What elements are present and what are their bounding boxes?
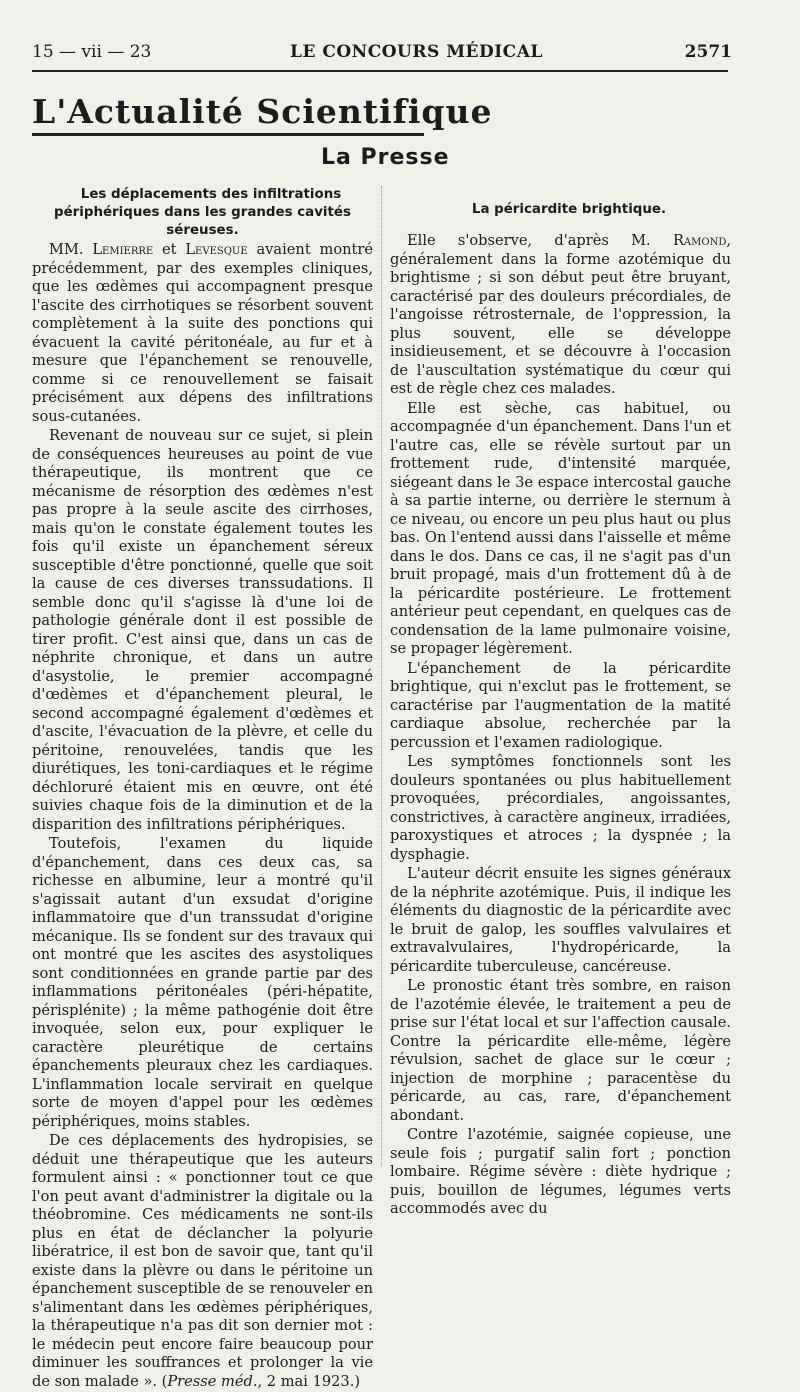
text-run: , généralement dans la forme azotémique du brightisme ; si son début peut être bruyant, caractérisé par des douleurs précordiales, de l'angoisse rétrosternale, de l'oppression, la plus souvent, elle se développe insidieusement, et se découvre à l'occasion de l'auscultation systématique du cœur qui est de règle chez ces malades. xyxy=(390,232,731,397)
paragraph: Revenant de nouveau sur ce sujet, si plein de conséquences heureuses au point de vue thérapeutique, ils montrent que ce mécanisme de résorption des œdèmes n'est pas propre à la seule ascite des cirrhoses, mais qu'on le constate également toutes les fois qu'il existe un épanchement séreux susceptible d'être ponctionné, quelle que soit la cause de ces diverses transsudations. Il semble donc qu'il s'agisse là d'une loi de pathologie générale dont il est possible de tirer profit. C'est ainsi que, dans un cas de néphrite chronique, et dans un autre d'asystolie, le premier accompagné d'œdèmes et d'épanchement pleural, le second accompagné également d'œdèmes et d'ascite, l'évacuation de la plèvre, et celle du péritoine, renouvelées, tandis que les diurétiques, les toni-cardiaques et le régime déchloruré étaient mis en œuvre, ont été suivies chaque fois de la diminution et de la disparition des infiltrations périphériques. xyxy=(32,427,373,833)
citation-date: , 2 mai 1923.) xyxy=(257,1372,361,1390)
paragraph: Le pronostic étant très sombre, en raison de l'azotémie élevée, le traitement a peu de prise sur l'état local et sur l'affection causale. Contre la péricardite elle-même, légère révulsion, sachet de glace sur le cœur ; injection de morphine ; paracentèse du péricarde, au cas, rare, d'épanchement abondant. xyxy=(390,977,731,1124)
paragraph xyxy=(390,232,731,399)
left-column xyxy=(32,186,373,1392)
paragraph xyxy=(32,1132,373,1391)
paragraph: Les symptômes fonctionnels sont les douleurs spontanées ou plus habituellement provoquées, précordiales, angoissantes, constrictives, à caractère angineux, irradiées, paroxystiques et atroces ; la dyspnée ; la dysphagie. xyxy=(390,753,731,863)
journal-title: LE CONCOURS MÉDICAL xyxy=(290,42,543,62)
section-title: L'Actualité Scientifique xyxy=(32,92,493,131)
article-title: Les déplacements des infiltrations périphériques dans les grandes cavités séreuses. xyxy=(54,187,351,238)
paragraph: L'épanchement de la péricardite brightique, qui n'exclut pas le frottement, se caractérise par l'augmentation de la matité cardiaque absolue, recherchée par la percussion et l'examen radiologique. xyxy=(390,659,731,751)
running-head xyxy=(32,38,732,64)
text-run: Elle s'observe, d'après M. xyxy=(407,232,673,249)
paragraph xyxy=(32,241,373,426)
section-title-underline xyxy=(32,133,424,136)
column-divider xyxy=(381,186,382,1166)
author-name: Levesque xyxy=(185,241,248,258)
author-name: Lemierre xyxy=(92,241,154,258)
right-column xyxy=(390,186,731,1220)
article-title: La péricardite brightique. xyxy=(471,202,667,217)
header-rule xyxy=(32,70,728,72)
rubric-heading: La Presse xyxy=(321,145,450,170)
text-run: MM. xyxy=(49,241,93,258)
paragraph: Toutefois, l'examen du liquide d'épanchement, dans ces deux cas, sa richesse en albumine, leur a montré qu'il s'agissait autant d'un exsudat d'origine inflammatoire que d'un transsudat d'origine mécanique. Ils se fondent sur des travaux qui ont montré que les ascites des asystoliques sont conditionnées en grande partie par des inflammations péritonéales (péri-hépatite, périsplénite) ; la même pathogénie doit être invoquée, selon eux, pour expliquer le caractère pleurétique de certains épanchements pleuraux chez les cardiaques. L'inflammation locale servirait en quelque sorte de moyen d'appel pour les œdèmes périphériques, moins stables. xyxy=(32,835,373,1130)
text-run: De ces déplacements des hydropisies, se déduit une thérapeutique que les auteurs formulent ainsi : « ponctionner tout ce que l'on peut avant d'administrer la digitale ou la théobromine. Ces médicaments ne sont-ils plus en état de déclancher la polyurie libératrice, il est bon de savoir que, tant qu'il existe dans la plèvre ou dans le péritoine un épanchement susceptible de se renouveler en s'alimentant dans les œdèmes périphériques, la thérapeutique n'a pas dit son dernier mot : le médecin peut encore faire beaucoup pour diminuer les souffrances et prolonger la vie de son malade ». ( xyxy=(32,1132,373,1390)
paragraph: Contre l'azotémie, saignée copieuse, une seule fois ; purgatif salin fort ; ponction lombaire. Régime sévère : diète hydrique ; puis, bouillon de légumes, légumes verts accommodés avec du xyxy=(390,1126,731,1217)
author-name: Ramond xyxy=(672,232,727,249)
paragraph: Elle est sèche, cas habituel, ou accompagnée d'un épanchement. Dans l'un et l'autre cas, elle se révèle surtout par un frottement rude, d'intensité marquée, siégeant dans le 3e espace intercostal gauche à sa partie interne, ou derrière le sternum à ce niveau, ou encore un peu plus haut ou plus bas. On l'entend aussi dans l'aisselle et même dans le dos. Dans ce cas, il ne s'agit pas d'un bruit propagé, mais d'un frottement dû à de la péricardite postérieure. Le frottement antérieur peut cependant, en quelques cas de condensation de la lame pulmonaire voisine, se propager légèrement. xyxy=(390,399,732,657)
text-run: et xyxy=(153,241,186,258)
text-run: avaient montré précédemment, par des exemples cliniques, que les œdèmes qui accompagnent presque l'ascite des cirrhotiques se résorbent souvent complètement à la suite des ponctions qui évacuent la cavité péritonéale, au fur et à mesure que l'épanchement se renouvelle, comme si ce renouvellement se faisait précisément aux dépens des infiltrations sous-cutanées. xyxy=(32,241,374,425)
paragraph: L'auteur décrit ensuite les signes généraux de la néphrite azotémique. Puis, il indique les éléments du diagnostic de la péricardite avec le bruit de galop, les souffles valvulaires et extravalvulaires, l'hydropéricarde, la péricardite tuberculeuse, cancéreuse. xyxy=(390,865,731,975)
page-number: 2571 xyxy=(684,42,732,62)
citation-source: Presse méd. xyxy=(167,1372,258,1390)
issue-date: 15 — vii — 23 xyxy=(32,42,152,62)
